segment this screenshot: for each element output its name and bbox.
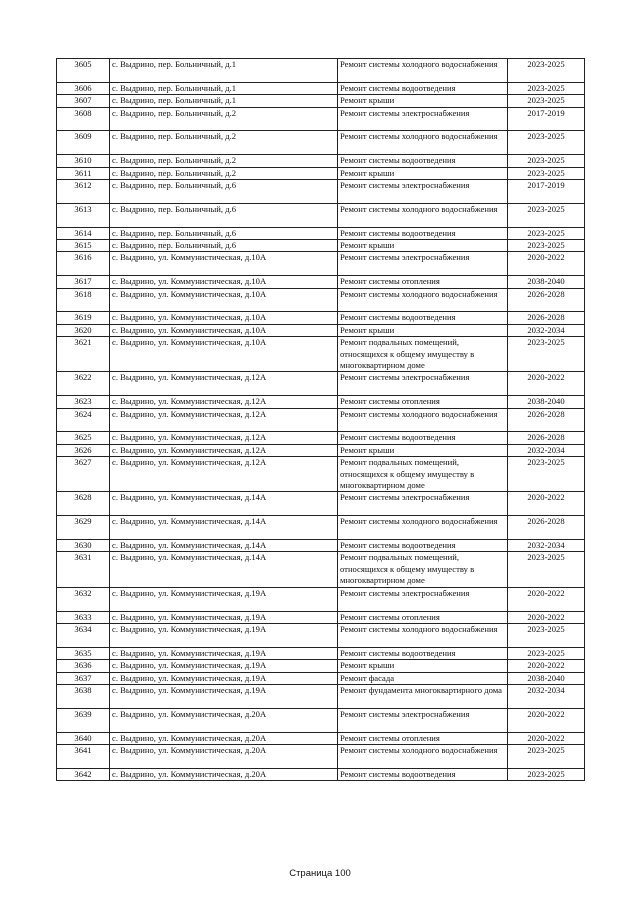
address-cell: с. Выдрино, ул. Коммунистическая, д.20А [110,744,338,768]
address-cell: с. Выдрино, ул. Коммунистическая, д.10А [110,252,338,276]
period-cell: 2038-2040 [508,672,585,684]
period-cell: 2032-2034 [508,444,585,456]
row-number-cell: 3637 [57,672,110,684]
row-number-cell: 3639 [57,708,110,732]
row-number-cell: 3638 [57,684,110,708]
period-cell: 2023-2025 [508,552,585,587]
work-type-cell: Ремонт системы отопления [338,396,508,408]
row-number-cell: 3615 [57,240,110,252]
address-cell: с. Выдрино, ул. Коммунистическая, д.12А [110,408,338,432]
period-cell: 2020-2022 [508,372,585,396]
work-type-cell: Ремонт системы холодного водоснабжения [338,203,508,227]
work-type-cell: Ремонт системы водоотведения [338,432,508,444]
work-type-cell: Ремонт системы электроснабжения [338,587,508,611]
period-cell: 2023-2025 [508,647,585,659]
address-cell: с. Выдрино, ул. Коммунистическая, д.19А [110,647,338,659]
table-row [57,167,585,179]
work-type-cell: Ремонт системы отопления [338,732,508,744]
address-cell: с. Выдрино, ул. Коммунистическая, д.12А [110,432,338,444]
period-cell: 2020-2022 [508,660,585,672]
address-cell: с. Выдрино, ул. Коммунистическая, д.12А [110,444,338,456]
address-cell: с. Выдрино, ул. Коммунистическая, д.19А [110,660,338,672]
period-cell: 2020-2022 [508,732,585,744]
work-type-cell: Ремонт подвальных помещений, относящихся к общему имуществу в многоквартирном доме [338,337,508,372]
row-number-cell: 3640 [57,732,110,744]
table-row [57,240,585,252]
row-number-cell: 3617 [57,276,110,288]
period-cell: 2023-2025 [508,457,585,492]
table-row [57,227,585,239]
period-cell: 2023-2025 [508,203,585,227]
table-row [57,708,585,732]
work-type-cell: Ремонт системы водоотведения [338,647,508,659]
table-row [57,732,585,744]
work-type-cell: Ремонт системы электроснабжения [338,107,508,131]
table-row [57,82,585,94]
address-cell: с. Выдрино, ул. Коммунистическая, д.14А [110,552,338,587]
row-number-cell: 3608 [57,107,110,131]
address-cell: с. Выдрино, ул. Коммунистическая, д.19А [110,684,338,708]
period-cell: 2023-2025 [508,95,585,107]
period-cell: 2026-2028 [508,432,585,444]
work-type-cell: Ремонт системы холодного водоснабжения [338,744,508,768]
row-number-cell: 3629 [57,516,110,540]
table-row [57,252,585,276]
repair-schedule-table [56,58,585,781]
work-type-cell: Ремонт системы отопления [338,611,508,623]
address-cell: с. Выдрино, ул. Коммунистическая, д.14А [110,492,338,516]
address-cell: с. Выдрино, ул. Коммунистическая, д.10А [110,337,338,372]
table-row [57,107,585,131]
row-number-cell: 3632 [57,587,110,611]
address-cell: с. Выдрино, ул. Коммунистическая, д.12А [110,372,338,396]
work-type-cell: Ремонт системы отопления [338,276,508,288]
work-type-cell: Ремонт системы электроснабжения [338,252,508,276]
table-row [57,623,585,647]
address-cell: с. Выдрино, ул. Коммунистическая, д.19А [110,611,338,623]
table-row [57,59,585,83]
address-cell: с. Выдрино, ул. Коммунистическая, д.12А [110,396,338,408]
address-cell: с. Выдрино, пер. Больничный, д.6 [110,240,338,252]
row-number-cell: 3642 [57,768,110,780]
period-cell: 2032-2034 [508,324,585,336]
period-cell: 2023-2025 [508,240,585,252]
row-number-cell: 3622 [57,372,110,396]
work-type-cell: Ремонт системы холодного водоснабжения [338,131,508,155]
work-type-cell: Ремонт крыши [338,324,508,336]
period-cell: 2023-2025 [508,155,585,167]
period-cell: 2038-2040 [508,396,585,408]
period-cell: 2023-2025 [508,167,585,179]
period-cell: 2020-2022 [508,708,585,732]
row-number-cell: 3626 [57,444,110,456]
work-type-cell: Ремонт системы холодного водоснабжения [338,516,508,540]
period-cell: 2023-2025 [508,59,585,83]
table-row [57,611,585,623]
row-number-cell: 3614 [57,227,110,239]
address-cell: с. Выдрино, ул. Коммунистическая, д.20А [110,708,338,732]
table-row [57,684,585,708]
work-type-cell: Ремонт системы холодного водоснабжения [338,59,508,83]
row-number-cell: 3641 [57,744,110,768]
work-type-cell: Ремонт фундамента многоквартирного дома [338,684,508,708]
page-number: Страница 100 [289,868,351,879]
row-number-cell: 3636 [57,660,110,672]
work-type-cell: Ремонт крыши [338,240,508,252]
table-body [57,59,585,781]
work-type-cell: Ремонт системы водоотведения [338,312,508,324]
row-number-cell: 3620 [57,324,110,336]
table-row [57,552,585,587]
row-number-cell: 3618 [57,288,110,312]
table-row [57,457,585,492]
row-number-cell: 3610 [57,155,110,167]
work-type-cell: Ремонт крыши [338,444,508,456]
row-number-cell: 3631 [57,552,110,587]
table-row [57,372,585,396]
row-number-cell: 3627 [57,457,110,492]
row-number-cell: 3623 [57,396,110,408]
table-row [57,660,585,672]
address-cell: с. Выдрино, ул. Коммунистическая, д.14А [110,540,338,552]
period-cell: 2023-2025 [508,82,585,94]
period-cell: 2026-2028 [508,288,585,312]
table-row [57,516,585,540]
period-cell: 2026-2028 [508,408,585,432]
table-row [57,432,585,444]
address-cell: с. Выдрино, ул. Коммунистическая, д.19А [110,587,338,611]
row-number-cell: 3607 [57,95,110,107]
address-cell: с. Выдрино, пер. Больничный, д.6 [110,227,338,239]
period-cell: 2032-2034 [508,684,585,708]
work-type-cell: Ремонт системы электроснабжения [338,180,508,204]
table-row [57,587,585,611]
address-cell: с. Выдрино, ул. Коммунистическая, д.12А [110,457,338,492]
table-row [57,444,585,456]
row-number-cell: 3605 [57,59,110,83]
period-cell: 2020-2022 [508,492,585,516]
period-cell: 2020-2022 [508,587,585,611]
work-type-cell: Ремонт системы водоотведения [338,82,508,94]
work-type-cell: Ремонт системы холодного водоснабжения [338,623,508,647]
table-row [57,180,585,204]
table-row [57,540,585,552]
address-cell: с. Выдрино, пер. Больничный, д.2 [110,167,338,179]
address-cell: с. Выдрино, пер. Больничный, д.1 [110,95,338,107]
table-row [57,288,585,312]
row-number-cell: 3634 [57,623,110,647]
address-cell: с. Выдрино, ул. Коммунистическая, д.19А [110,672,338,684]
table-row [57,324,585,336]
table-row [57,768,585,780]
period-cell: 2032-2034 [508,540,585,552]
table-row [57,337,585,372]
row-number-cell: 3609 [57,131,110,155]
address-cell: с. Выдрино, ул. Коммунистическая, д.10А [110,276,338,288]
row-number-cell: 3613 [57,203,110,227]
table-row [57,744,585,768]
table-row [57,408,585,432]
period-cell: 2017-2019 [508,107,585,131]
address-cell: с. Выдрино, ул. Коммунистическая, д.20А [110,768,338,780]
address-cell: с. Выдрино, пер. Больничный, д.6 [110,203,338,227]
period-cell: 2020-2022 [508,252,585,276]
period-cell: 2023-2025 [508,227,585,239]
period-cell: 2023-2025 [508,131,585,155]
work-type-cell: Ремонт крыши [338,167,508,179]
address-cell: с. Выдрино, ул. Коммунистическая, д.14А [110,516,338,540]
row-number-cell: 3616 [57,252,110,276]
period-cell: 2020-2022 [508,611,585,623]
work-type-cell: Ремонт крыши [338,95,508,107]
work-type-cell: Ремонт подвальных помещений, относящихся к общему имуществу в многоквартирном доме [338,457,508,492]
work-type-cell: Ремонт системы электроснабжения [338,372,508,396]
address-cell: с. Выдрино, ул. Коммунистическая, д.19А [110,623,338,647]
work-type-cell: Ремонт системы водоотведения [338,768,508,780]
address-cell: с. Выдрино, ул. Коммунистическая, д.20А [110,732,338,744]
address-cell: с. Выдрино, пер. Больничный, д.2 [110,155,338,167]
work-type-cell: Ремонт системы холодного водоснабжения [338,288,508,312]
address-cell: с. Выдрино, пер. Больничный, д.1 [110,59,338,83]
period-cell: 2017-2019 [508,180,585,204]
table-row [57,396,585,408]
row-number-cell: 3635 [57,647,110,659]
work-type-cell: Ремонт системы водоотведения [338,227,508,239]
work-type-cell: Ремонт крыши [338,660,508,672]
table-row [57,312,585,324]
table-row [57,647,585,659]
table-row [57,95,585,107]
row-number-cell: 3606 [57,82,110,94]
row-number-cell: 3611 [57,167,110,179]
work-type-cell: Ремонт системы электроснабжения [338,708,508,732]
work-type-cell: Ремонт фасада [338,672,508,684]
row-number-cell: 3625 [57,432,110,444]
row-number-cell: 3630 [57,540,110,552]
address-cell: с. Выдрино, ул. Коммунистическая, д.10А [110,324,338,336]
period-cell: 2026-2028 [508,516,585,540]
period-cell: 2023-2025 [508,768,585,780]
period-cell: 2023-2025 [508,744,585,768]
period-cell: 2026-2028 [508,312,585,324]
table-row [57,492,585,516]
period-cell: 2038-2040 [508,276,585,288]
table-row [57,672,585,684]
work-type-cell: Ремонт системы водоотведения [338,155,508,167]
table-row [57,276,585,288]
work-type-cell: Ремонт системы водоотведения [338,540,508,552]
row-number-cell: 3612 [57,180,110,204]
row-number-cell: 3633 [57,611,110,623]
table-row [57,203,585,227]
work-type-cell: Ремонт подвальных помещений, относящихся к общему имуществу в многоквартирном доме [338,552,508,587]
row-number-cell: 3628 [57,492,110,516]
address-cell: с. Выдрино, пер. Больничный, д.1 [110,82,338,94]
address-cell: с. Выдрино, пер. Больничный, д.2 [110,131,338,155]
table-row [57,155,585,167]
table-row [57,131,585,155]
work-type-cell: Ремонт системы электроснабжения [338,492,508,516]
work-type-cell: Ремонт системы холодного водоснабжения [338,408,508,432]
address-cell: с. Выдрино, ул. Коммунистическая, д.10А [110,288,338,312]
address-cell: с. Выдрино, ул. Коммунистическая, д.10А [110,312,338,324]
address-cell: с. Выдрино, пер. Больничный, д.2 [110,107,338,131]
row-number-cell: 3621 [57,337,110,372]
period-cell: 2023-2025 [508,337,585,372]
row-number-cell: 3619 [57,312,110,324]
address-cell: с. Выдрино, пер. Больничный, д.6 [110,180,338,204]
period-cell: 2023-2025 [508,623,585,647]
row-number-cell: 3624 [57,408,110,432]
